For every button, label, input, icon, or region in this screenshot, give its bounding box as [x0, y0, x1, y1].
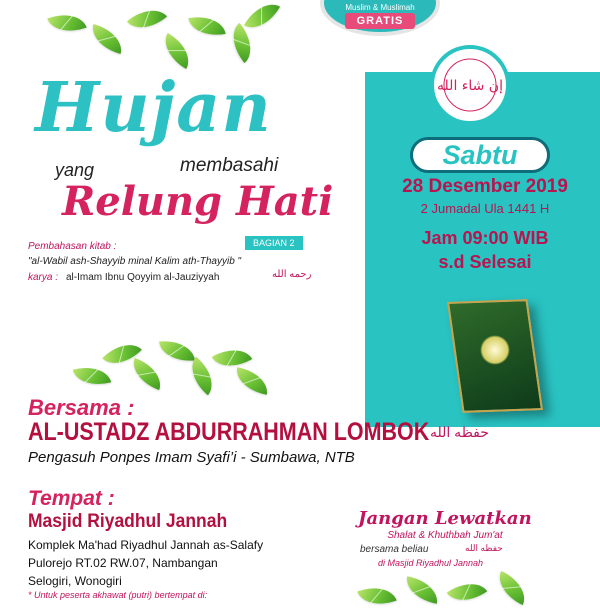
- event-day: Sabtu: [410, 137, 550, 173]
- venue-label: Tempat :: [28, 487, 115, 510]
- leaf-icon: [403, 576, 440, 604]
- akhawat-note: * Untuk peserta akhawat (putri) bertempat di:: [28, 590, 208, 600]
- title-yang: yang: [55, 160, 95, 180]
- leaf-icon: [223, 23, 262, 63]
- event-hijri-date: 2 Jumadal Ula 1441 H: [420, 201, 550, 216]
- event-time: Jam 09:00 WIB: [421, 228, 549, 248]
- kitab-title: "al-Wabil ash-Shayyib minal Kalim ath-Thayyib ": [28, 256, 242, 267]
- title-relung-hati: Relung Hati: [62, 178, 334, 225]
- part-badge: BAGIAN 2: [245, 236, 303, 250]
- leaf-icon: [127, 358, 166, 390]
- speaker-label: Bersama :: [28, 395, 135, 420]
- leaf-icon: [447, 573, 487, 611]
- karya-label: karya :: [28, 272, 59, 283]
- leaf-icon: [233, 367, 270, 395]
- badge-free-label: GRATIS: [345, 13, 415, 29]
- book-light-icon: [480, 335, 510, 365]
- insyaallah-emblem: [430, 45, 510, 125]
- speaker-role: Pengasuh Ponpes Imam Syafi’i - Sumbawa, NTB: [28, 449, 355, 466]
- leaf-icon: [492, 571, 532, 605]
- leaf-icon: [357, 580, 396, 612]
- middle-leaves-decoration: [70, 335, 270, 395]
- bottom-leaves-decoration: [360, 575, 560, 600]
- leaf-icon: [157, 33, 197, 69]
- promo-line: di Masjid Riyadhul Jannah: [378, 558, 484, 568]
- promo-line: bersama beliau: [360, 544, 429, 555]
- venue-address-line: Selogiri, Wonogiri: [28, 574, 122, 588]
- venue-name: Masjid Riyadhul Jannah: [28, 511, 228, 532]
- promo-headline: Jangan Lewatkan: [358, 508, 532, 529]
- leaf-icon: [188, 12, 225, 40]
- badge-audience: Muslim & Muslimah: [345, 3, 415, 12]
- kitab-label: Pembahasan kitab :: [28, 241, 117, 252]
- promo-honorific: حفظه الله: [465, 543, 503, 553]
- event-date: 28 Desember 2019: [402, 176, 568, 197]
- calligraphy-icon: [437, 57, 503, 113]
- leaf-icon: [88, 24, 127, 54]
- author-honorific: رحمه الله: [272, 269, 312, 280]
- speaker-honorific: حفظه الله: [430, 424, 489, 440]
- venue-address-line: Komplek Ma'had Riyadhul Jannah as-Salafy: [28, 538, 264, 552]
- venue-address-line: Pulorejo RT.02 RW.07, Nambangan: [28, 556, 218, 570]
- leaf-icon: [244, 0, 280, 36]
- title-main: Hujan: [35, 68, 272, 148]
- title-membasahi: membasahi: [180, 155, 279, 176]
- leaf-icon: [73, 361, 112, 391]
- speaker-name: AL-USTADZ ABDURRAHMAN LOMBOK: [28, 418, 430, 446]
- leaf-icon: [127, 0, 167, 38]
- kitab-author: al-Imam Ibnu Qoyyim al-Jauziyyah: [66, 272, 220, 283]
- promo-line: Shalat & Khuthbah Jum'at: [387, 530, 503, 541]
- top-leaves-decoration: [40, 0, 280, 70]
- event-end: s.d Selesai: [438, 252, 532, 272]
- leaf-icon: [159, 339, 195, 364]
- svg-text:إن شاء الله: إن شاء الله: [437, 78, 503, 94]
- leaf-icon: [47, 7, 86, 39]
